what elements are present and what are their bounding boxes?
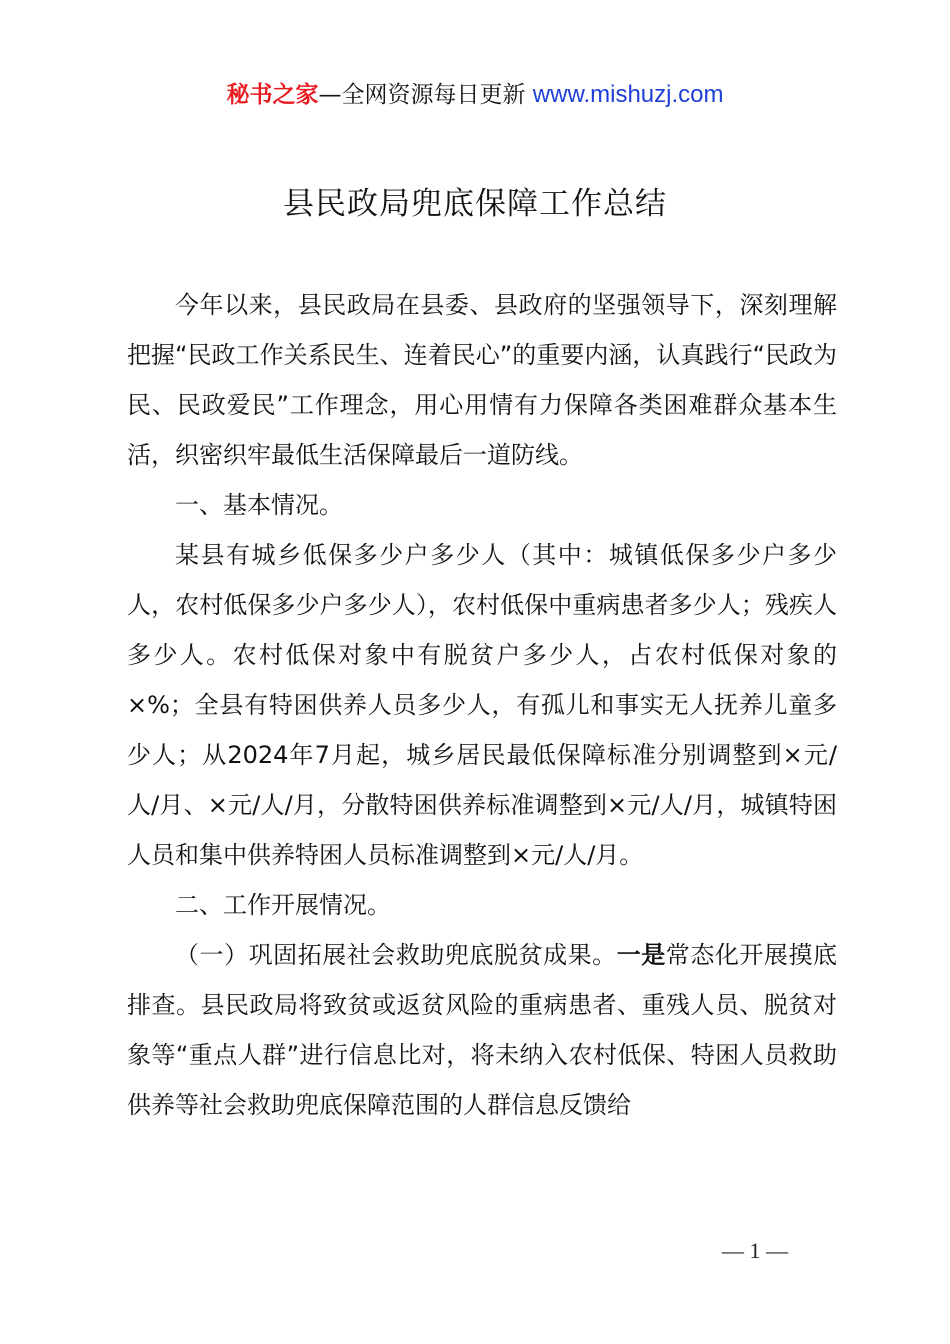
banner-tagline: —全网资源每日更新: [318, 82, 533, 108]
subsection-heading: （一）巩固拓展社会救助兜底脱贫成果。: [175, 941, 617, 969]
document-body: [127, 280, 837, 1130]
basic-situation-paragraph: 某县有城乡低保多少户多少人（其中：城镇低保多少户多少人，农村低保多少户多少人），农村低保中重病患者多少人；残疾人多少人。农村低保对象中有脱贫户多少人，占农村低保对象的×%；全县有特困供养人员多少人，有孤儿和事实无人抚养儿童多少人；从2024年7月起，城乡居民最低保障标准分别调整到×元/人/月、×元/人/月，分散特困供养标准调整到×元/人/月，城镇特困人员和集中供养特困人员标准调整到×元/人/月。: [127, 541, 837, 869]
intro-paragraph: 今年以来，县民政局在县委、县政府的坚强领导下，深刻理解把握“民政工作关系民生、连着民心”的重要内涵，认真践行“民政为民、民政爱民”工作理念，用心用情有力保障各类困难群众基本生活，织密织牢最低生活保障最后一道防线。: [127, 291, 837, 469]
document-title: 县民政局兜底保障工作总结: [283, 186, 667, 222]
section-heading-basic: 一、基本情况。: [175, 491, 343, 519]
page-number: — 1 —: [722, 1238, 788, 1263]
site-banner: [0, 78, 950, 112]
work-paragraph-text: 常态化开展摸底排查。县民政局将致贫或返贫风险的重病患者、重残人员、脱贫对象等“重点人群”进行信息比对，将未纳入农村低保、特困人员救助供养等社会救助兜底保障范围的人群信息反馈给: [127, 941, 838, 1119]
brand-name: 秘书之家: [226, 82, 319, 108]
work-paragraph: [127, 930, 837, 1130]
bold-marker: 一是: [616, 941, 666, 969]
section-heading-work: 二、工作开展情况。: [175, 891, 391, 919]
site-url-link[interactable]: www.mishuzj.com: [532, 81, 724, 108]
